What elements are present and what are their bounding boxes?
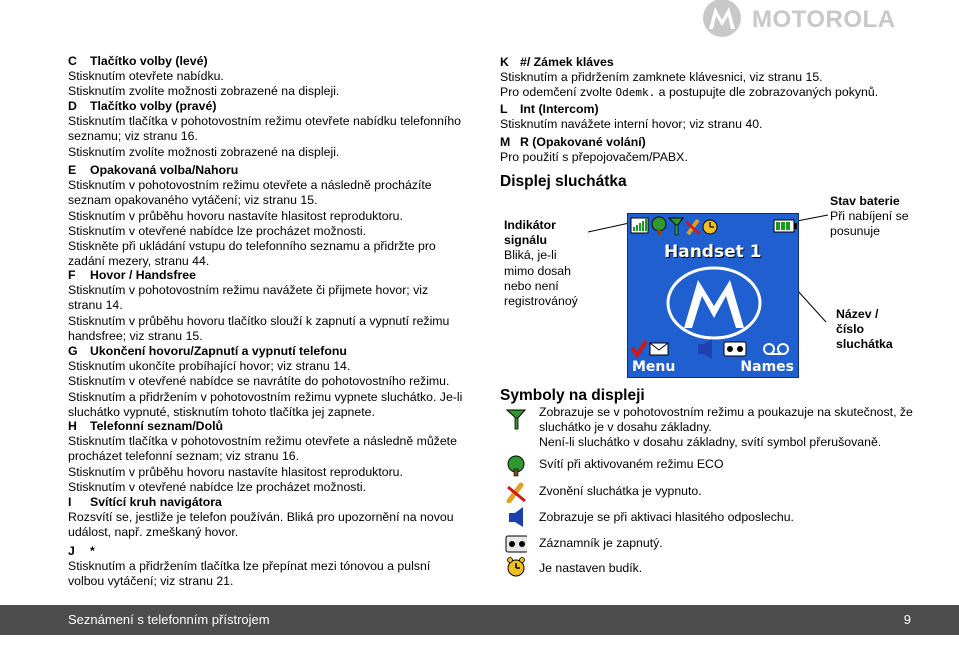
logo-wordmark: MOTOROLA — [752, 6, 896, 33]
section-k: K #/ Zámek kláves Stisknutím a přidržením zamknete klávesnici, viz stranu 15. Pro odemčení zvolte Odemk. a postupujte dle zobrazovaných pokynů. — [500, 55, 940, 101]
screen-speaker-icon — [698, 339, 712, 359]
screen-tape-icon — [724, 342, 746, 356]
screen-eco-icon — [652, 217, 666, 235]
softkey-left[interactable]: Menu — [632, 359, 676, 375]
symbols-section-title: Symboly na displeji — [500, 387, 645, 404]
section-e: E Opakovaná volba/Nahoru Stisknutím v pohotovostním režimu otevřete a následně procházíte seznam opakovaného vytáčení; viz stranu 15. Stisknutím v průběhu hovoru nastavíte hlasitost reproduktoru. Stisknutím v otevřené nabídce lze procházet možnosti. Stiskněte při ukládání vstupu do telefonního seznamu a přidržte pro zadání mezery, stranu 44. — [68, 163, 478, 269]
screen-voicemail-icon — [764, 344, 788, 354]
battery-callout: Stav baterie Při nabíjení se posunuje — [830, 194, 909, 239]
section-k-heading: K #/ Zámek kláves — [500, 55, 614, 69]
eco-tree-icon — [505, 455, 527, 477]
section-i: I Svítící kruh navigátora Rozsvítí se, jestliže je telefon používán. Bliká pro upozornění na novou událost, např. zmeškaný hovor. — [68, 495, 478, 541]
softkey-right[interactable]: Names — [740, 359, 794, 375]
section-j-heading: J * — [68, 544, 95, 558]
section-l: L Int (Intercom) Stisknutím navážete interní hovor; viz stranu 40. — [500, 102, 940, 132]
section-e-heading: E Opakovaná volba/Nahoru — [68, 163, 239, 177]
handset-screen — [627, 213, 799, 378]
screen-handset-name: Handset 1 — [664, 242, 762, 262]
section-h: H Telefonní seznam/Dolů Stisknutím tlačítka v pohotovostním režimu otevřete a následně můžete procházet telefonní seznam; viz stranu 16. Stisknutím v průběhu hovoru nastavíte hlasitost reproduktoru. Stisknutím v otevřené nabídce lze procházet možnosti. — [68, 419, 478, 495]
section-m-heading: M R (Opakované volání) — [500, 135, 646, 149]
screen-check-icon — [632, 341, 646, 355]
section-f-heading: F Hovor / Handsfree — [68, 268, 196, 282]
handset-name-callout: Název / číslo sluchátka — [836, 307, 893, 352]
alarm-clock-icon — [505, 556, 527, 578]
section-i-heading: I Svítící kruh navigátora — [68, 495, 222, 509]
section-c-heading: C Tlačítko volby (levé) — [68, 54, 208, 68]
section-d: D Tlačítko volby (pravé) Stisknutím tlačítka v pohotovostním režimu otevřete nabídku telefonního seznamu; viz stranu 16. Stisknutím zvolíte možnosti zobrazené na displeji. — [68, 99, 478, 160]
display-section-title: Displej sluchátka — [500, 173, 627, 190]
screen-antenna-icon — [669, 218, 683, 235]
answering-machine-icon — [505, 533, 527, 555]
screen-icon-row — [628, 338, 799, 360]
screen-envelope-icon — [650, 343, 668, 355]
section-l-heading: L Int (Intercom) — [500, 102, 599, 116]
section-h-heading: H Telefonní seznam/Dolů — [68, 419, 224, 433]
footer-title: Seznámení s telefonním přístrojem — [68, 612, 270, 627]
ringer-off-icon — [505, 481, 527, 503]
signal-bars-icon — [631, 218, 648, 233]
motorola-wallpaper-logo — [666, 266, 762, 340]
screen-ringer-off-icon — [686, 220, 700, 234]
section-g-heading: G Ukončení hovoru/Zapnutí a vypnutí telefonu — [68, 344, 347, 358]
section-j: J * Stisknutím a přidržením tlačítka lze přepínat mezi tónovou a pulsní volbou vytáčení; viz stranu 21. — [68, 544, 478, 590]
screen-alarm-icon — [703, 220, 717, 234]
section-c: C Tlačítko volby (levé) Stisknutím otevřete nabídku. Stisknutím zvolíte možnosti zobrazené na displeji. — [68, 54, 478, 100]
screen-battery-icon — [774, 220, 797, 232]
page-footer — [0, 605, 959, 635]
section-m: M R (Opakované volání) Pro použití s přepojovačem/PABX. — [500, 135, 940, 165]
signal-indicator-callout: Indikátor signálu Bliká, je-li mimo dosah nebo není registrovánoý — [504, 218, 578, 309]
screen-status-bar — [628, 214, 799, 240]
unlock-softkey-text: Odemk. — [615, 86, 656, 100]
section-d-heading: D Tlačítko volby (pravé) — [68, 99, 217, 113]
section-g: G Ukončení hovoru/Zapnutí a vypnutí telefonu Stisknutím ukončíte probíhající hovor; viz stranu 14. Stisknutím v otevřené nabídce se navrátíte do pohotovostního režimu. Stisknutím a přidržením v pohotovostním režimu vypnete sluchátko. Je-li sluchátko vypnuté, stisknutím tohoto tlačítka jej zapnete. — [68, 344, 478, 420]
section-f: F Hovor / Handsfree Stisknutím v pohotovostním režimu navážete či přijmete hovor; viz stranu 14. Stisknutím v průběhu hovoru tlačítko slouží k zapnutí a vypnutí režimu handsfree; viz stranu 15. — [68, 268, 478, 344]
antenna-icon — [505, 408, 527, 430]
page-number: 9 — [903, 612, 911, 627]
speaker-icon — [505, 506, 527, 528]
